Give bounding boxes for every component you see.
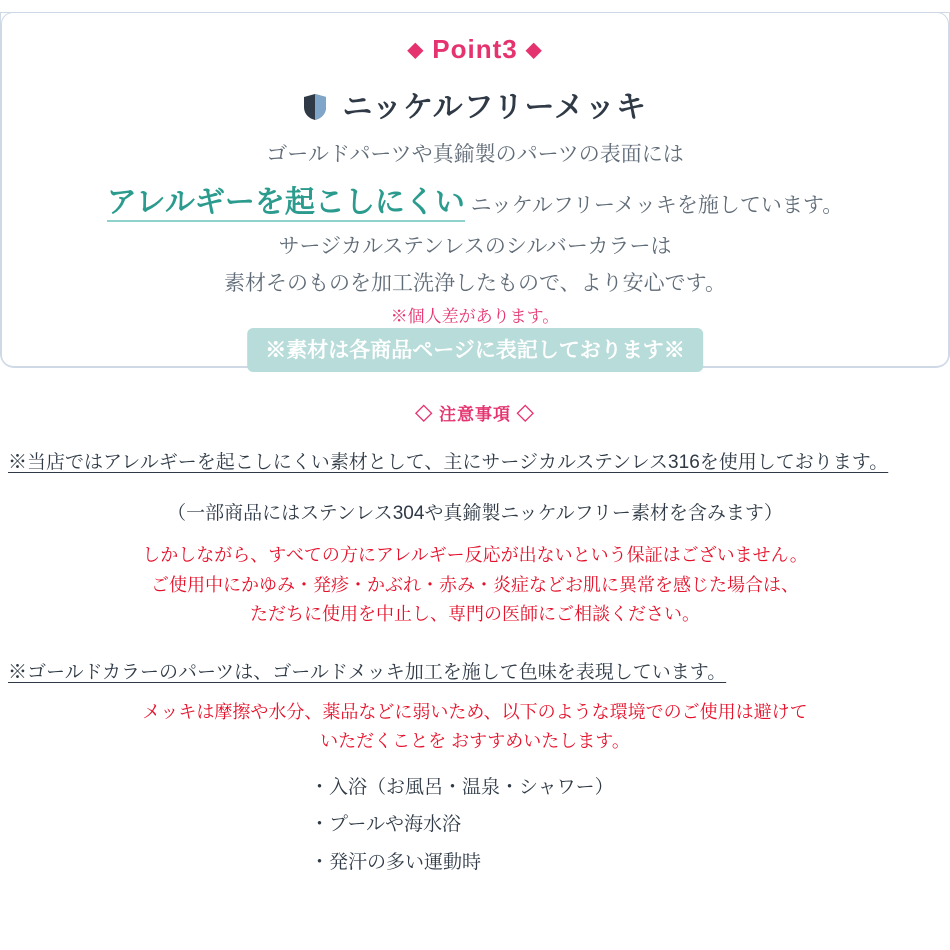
point3-line-3: サージカルステンレスのシルバーカラーは xyxy=(278,235,672,258)
point3-heading-text: ニッケルフリーメッキ xyxy=(342,91,647,124)
red-warning-1 xyxy=(0,541,950,628)
avoid-list xyxy=(0,769,950,880)
diamond-left-icon: ◆ xyxy=(407,39,425,61)
point3-label: Point3 xyxy=(432,34,518,64)
point3-heading xyxy=(0,82,950,126)
red-warning-1-line-1: しかしながら、すべての方にアレルギー反応が出ないという保証はございません。 xyxy=(142,545,808,566)
shield-icon xyxy=(303,93,327,121)
red-warning-2-line-2: いただくことを おすすめいたします。 xyxy=(320,730,630,751)
sub-note-1: （一部商品にはステンレス304や真鍮製ニッケルフリー素材を含みます） xyxy=(167,503,783,525)
point3-line-1: ゴールドパーツや真鍮製のパーツの表面には xyxy=(266,143,684,166)
warning-2 xyxy=(0,657,950,684)
list-item: ・発汗の多い運動時 xyxy=(310,851,482,873)
red-warning-1-line-2: ご使用中にかゆみ・発疹・かぶれ・赤み・炎症などお肌に異常を感じた場合は、 xyxy=(151,574,799,595)
red-warning-1-line-3: ただちに使用を中止し、専門の医師にご相談ください。 xyxy=(250,603,700,624)
red-warning-2 xyxy=(0,698,950,756)
point3-line-2-rest: ニッケルフリーメッキを施しています。 xyxy=(470,194,844,217)
point3-title xyxy=(0,34,950,65)
note-block-2 xyxy=(0,657,950,881)
notes-title: ◇ 注意事項 ◇ xyxy=(415,405,535,424)
warning-2-text: ※ゴールドカラーのパーツは、ゴールドメッキ加工を施して色味を表現しています。 xyxy=(8,661,727,683)
red-warning-2-line-1: メッキは摩擦や水分、薬品などに弱いため、以下のような環境でのご使用は避けて xyxy=(142,701,808,722)
warning-1 xyxy=(0,447,950,478)
point3-card xyxy=(0,12,950,368)
warning-1-text: ※当店ではアレルギーを起こしにくい素材として、主にサージカルステンレス316を使用しております。 xyxy=(8,452,889,473)
note-block-1 xyxy=(0,447,950,629)
point3-line-5-disclaimer: ※個人差があります。 xyxy=(390,307,560,326)
point3-line-4: 素材そのものを加工洗浄したもので、より安心です。 xyxy=(224,272,726,295)
list-item: ・入浴（お風呂・温泉・シャワー） xyxy=(310,777,614,799)
list-item: ・プールや海水浴 xyxy=(310,814,462,836)
diamond-right-icon: ◆ xyxy=(525,39,543,61)
point3-line-2 xyxy=(0,177,950,221)
point3-line-2-highlight: アレルギーを起こしにくい xyxy=(107,186,465,222)
notes-section xyxy=(0,400,950,881)
material-notice-banner: ※素材は各商品ページに表記しております※ xyxy=(247,328,703,372)
